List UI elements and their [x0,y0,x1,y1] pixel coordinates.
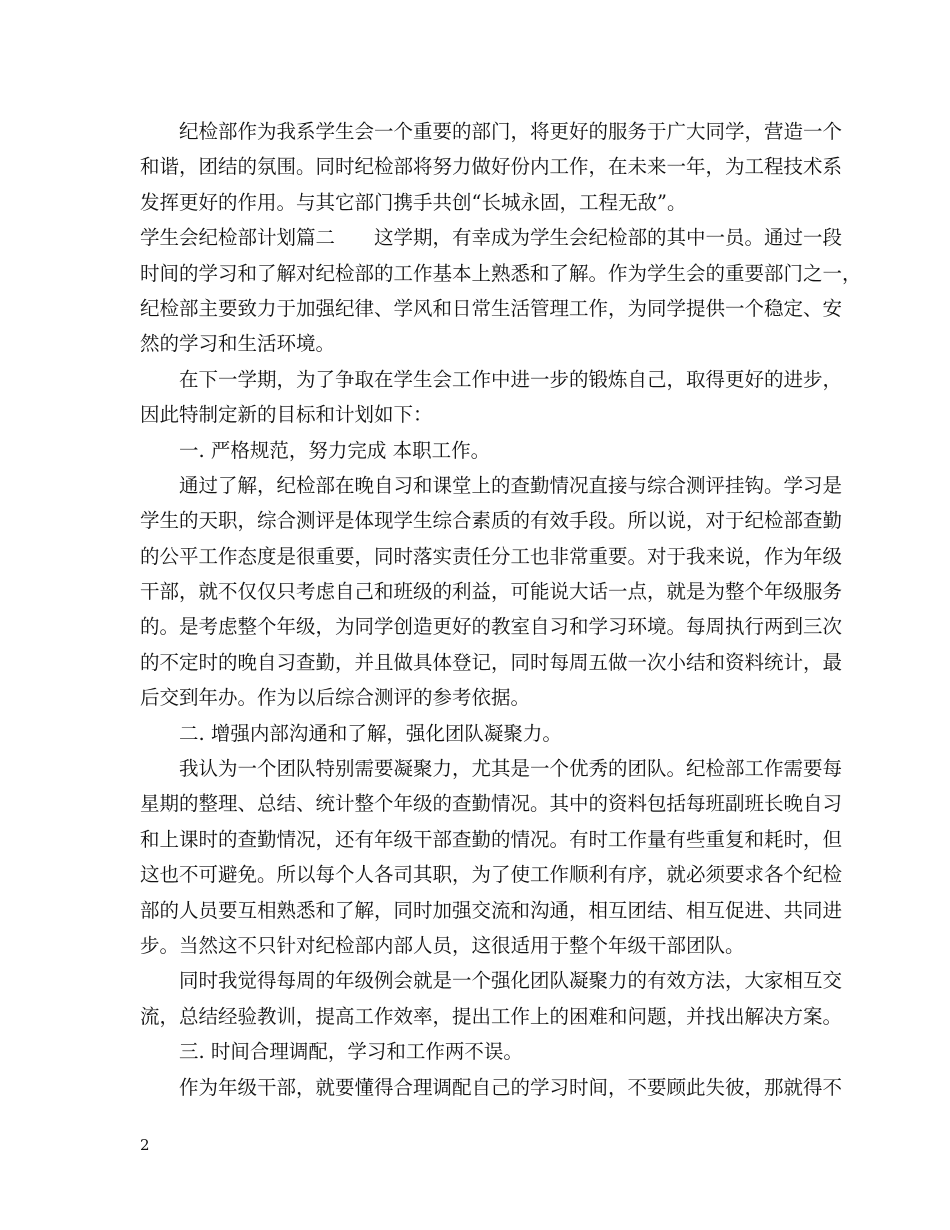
line-text: 然的学习和生活环境。 [140,332,336,356]
page-number: 2 [140,1136,150,1154]
line-text: 我认为一个团队特别需要凝聚力，尤其是一个优秀的团队。纪检部工作需要每 [179,757,843,781]
line-text: 的公平工作态度是很重要，同时落实责任分工也非常重要。对于我来说，作为年级 [140,544,843,568]
text-line [140,999,843,1034]
line-text: 干部，就不仅仅只考虑自己和班级的利益，可能说大话一点，就是为整个年级服务 [140,580,843,604]
section-heading-text: 三. 时间合理调配，学习和工作两不误。 [179,1040,523,1064]
line-text: 在下一学期，为了争取在学生会工作中进一步的锻炼自己，取得更好的进步， [179,367,843,391]
line-text: 纪检部主要致力于加强纪律、学风和日常生活管理工作，为同学提供一个稳定、安 [140,296,843,320]
line-text: 的不定时的晚自习查勤，并且做具体登记，同时每周五做一次小结和资料统计，最 [140,650,843,674]
line-text: 的。是考虑整个年级，为同学创造更好的教室自习和学习环境。每周执行两到三次 [140,615,843,639]
line-text: 同时我觉得每周的年级例会就是一个强化团队凝聚力的有效方法，大家相互交 [179,969,843,993]
text-line [140,574,843,609]
text-line [140,857,843,892]
text-line [140,149,843,184]
text-line [140,185,830,220]
line-text: 部的人员要互相熟悉和了解，同时加强交流和沟通，相互团结、相互促进、共同进 [140,898,843,922]
text-line [140,680,830,715]
text-line [140,503,843,538]
text-line [140,539,843,574]
line-text: 学生的天职，综合测评是体现学生综合素质的有效手段。所以说，对于纪检部查勤 [140,509,843,533]
text-line [140,397,830,432]
text-line [140,326,830,361]
text-line [140,609,843,644]
text-line [140,362,843,397]
line-text: 通过了解，纪检部在晚自习和课堂上的查勤情况直接与综合测评挂钩。学习是 [179,473,843,497]
line-text: 发挥更好的作用。与其它部门携手共创“长城永固，工程无敌”。 [140,190,687,214]
line-text: 这也不可避免。所以每个人各司其职，为了使工作顺利有序，就必须要求各个纪检 [140,863,843,887]
section-heading-text: 二. 增强内部沟通和了解，强化团队凝聚力。 [179,721,562,745]
line-text: 后交到年办。作为以后综合测评的参考依据。 [140,686,531,710]
text-line [140,786,843,821]
text-line [140,468,843,503]
section-heading-text: 一. 严格规范，努力完成 本职工作。 [179,438,491,462]
line-text: 和上课时的查勤情况，还有年级干部查勤的情况。有时工作量有些重复和耗时，但 [140,827,843,851]
document-body [140,114,862,1105]
section-heading [140,433,830,468]
text-line [140,256,862,291]
line-text: 步。当然这不只针对纪检部内部人员，这很适用于整个年级干部团队。 [140,933,745,957]
line-text: 纪检部作为我系学生会一个重要的部门，将更好的服务于广大同学，营造一个 [179,120,843,143]
text-line [140,963,843,998]
line-text: 因此特制定新的目标和计划如下： [140,403,433,427]
section-heading [140,1034,830,1069]
text-line [140,1070,843,1105]
text-line [140,645,843,680]
text-line [140,751,843,786]
text-line [140,291,843,326]
text-line [140,220,843,255]
line-text: 和谐，团结的氛围。同时纪检部将努力做好份内工作，在未来一年，为工程技术系 [140,155,843,179]
line-text: 星期的整理、总结、统计整个年级的查勤情况。其中的资料包括每班副班长晚自习 [140,792,843,816]
text-line [140,893,843,928]
section-heading [140,716,830,751]
text-line [140,114,843,149]
line-text: 流，总结经验教训，提高工作效率，提出工作上的困难和问题，并找出解决方案。 [140,1004,843,1028]
line-text: 作为年级干部，就要懂得合理调配自己的学习时间，不要顾此失彼，那就得不 [179,1075,843,1099]
line-text: 学生会纪检部计划篇二 这学期，有幸成为学生会纪检部的其中一员。通过一段 [140,226,843,250]
text-line [140,928,830,963]
line-text: 时间的学习和了解对纪检部的工作基本上熟悉和了解。作为学生会的重要部门之一， [140,261,862,285]
text-line [140,822,843,857]
